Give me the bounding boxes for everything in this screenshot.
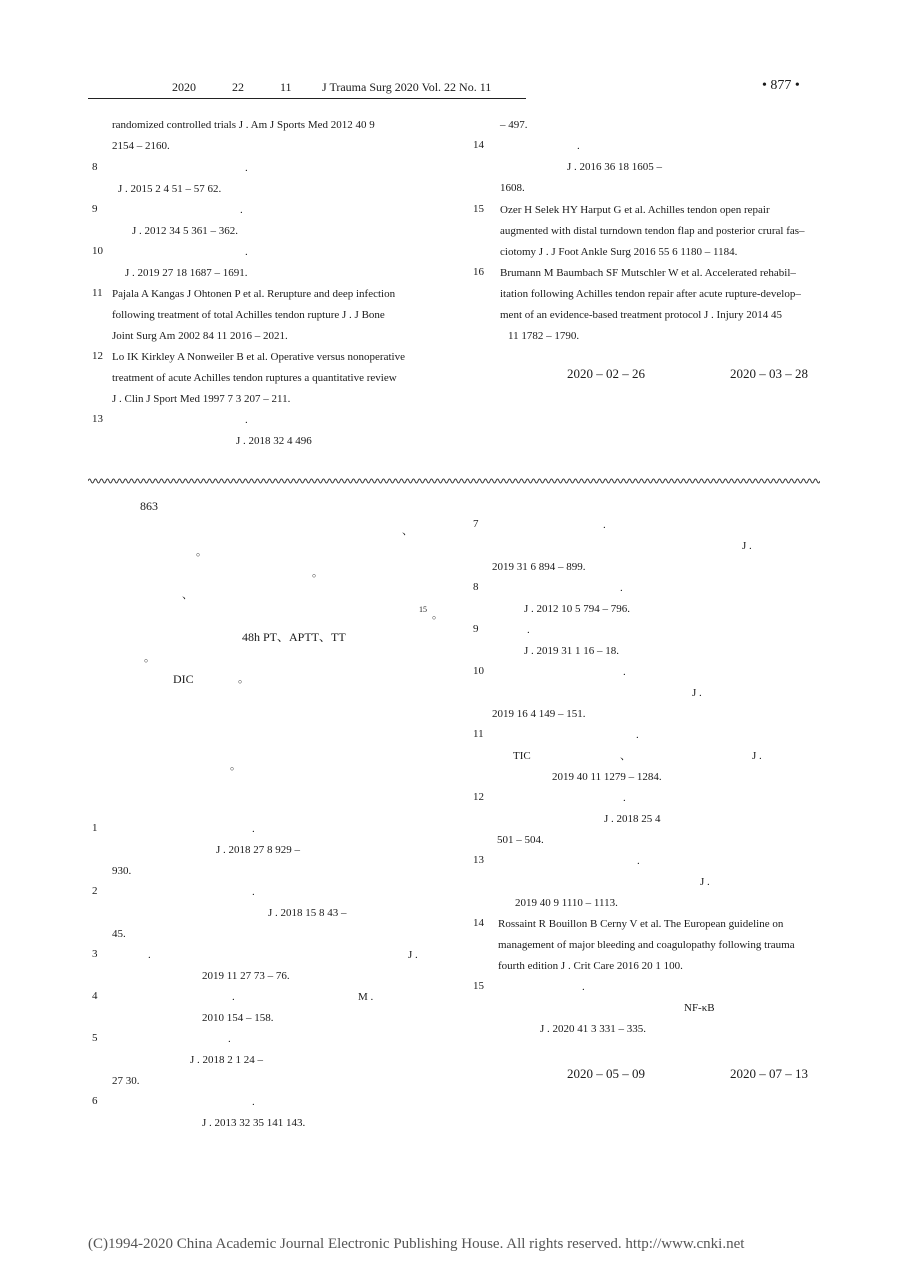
ref-line: randomized controlled trials J . Am J Sports Med 2012 40 9 [112, 119, 375, 131]
ref-number: 1 [92, 822, 98, 834]
ref-line: Rossaint R Bouillon B Cerny V et al. The European guideline on [498, 918, 784, 930]
ref-number: 11 [92, 287, 103, 299]
ref-number: 12 [92, 350, 103, 362]
body-fragment: 。 [312, 567, 323, 579]
ref-line: J . 2018 27 8 929 – [216, 844, 301, 856]
ref-line: 2010 154 – 158. [202, 1012, 274, 1024]
header-journal: J Trauma Surg 2020 Vol. 22 No. 11 [322, 80, 492, 94]
ref-line: 2019 11 27 73 – 76. [202, 970, 290, 982]
ref-line: . [245, 414, 248, 426]
ref-line: 2019 16 4 149 – 151. [492, 708, 586, 720]
ref-line: . [148, 949, 151, 961]
ref-line: . [252, 823, 255, 835]
header-issue: 11 [280, 80, 292, 94]
ref-line: Joint Surg Am 2002 84 11 2016 – 2021. [112, 330, 288, 342]
ref-line: J . 2012 10 5 794 – 796. [524, 603, 631, 615]
received-date: 2020 – 02 – 26 [567, 366, 645, 381]
ref-line: TIC [513, 750, 531, 762]
ref-line: J . 2018 25 4 [604, 813, 661, 825]
ref-number: 10 [473, 665, 484, 677]
body-fragment: 、 [402, 525, 413, 537]
ref-line: Lo IK Kirkley A Nonweiler B et al. Operative versus nonoperative [112, 351, 405, 363]
revised-date: 2020 – 03 – 28 [730, 366, 808, 381]
ref-line: Ozer H Selek HY Harput G et al. Achilles tendon open repair [500, 204, 770, 216]
ref-line: . [620, 582, 623, 594]
ref-line: fourth edition J . Crit Care 2016 20 1 100. [498, 960, 683, 972]
ref-line: . [603, 519, 606, 531]
ref-number: 12 [473, 791, 484, 803]
ref-line: NF-κB [684, 1002, 715, 1014]
body-fragment: 。 [144, 652, 155, 664]
body-fragment: 。 [238, 673, 249, 685]
body-fragment: 48h PT、APTT、TT [242, 630, 346, 644]
header-year: 2020 [172, 80, 196, 94]
wavy-divider [88, 476, 820, 486]
ref-line: ment of an evidence-based treatment protocol J . Injury 2014 45 [500, 309, 782, 321]
ref-number: 8 [473, 581, 479, 593]
ref-line: 、 [620, 750, 631, 762]
header-rule [88, 98, 526, 99]
ref-line: – 497. [500, 119, 528, 131]
ref-line: . [637, 855, 640, 867]
ref-line: 930. [112, 865, 132, 877]
copyright-footer: (C)1994-2020 China Academic Journal Electronic Publishing House. All rights reserved. http://www.cnki.net [88, 1236, 745, 1252]
ref-line: . [623, 666, 626, 678]
ref-number: 13 [92, 413, 103, 425]
ref-line: . [245, 162, 248, 174]
ref-line: . [577, 140, 580, 152]
ref-number: 16 [473, 266, 484, 278]
ref-number: 6 [92, 1095, 98, 1107]
ref-number: 13 [473, 854, 484, 866]
ref-line: J . 2019 31 1 16 – 18. [524, 645, 620, 657]
ref-line: . [232, 991, 235, 1003]
page-number: • 877 • [762, 78, 800, 93]
body-fragment: 863 [140, 499, 158, 513]
ref-line: J . [408, 949, 418, 961]
ref-number: 15 [473, 980, 484, 992]
ref-number: 9 [92, 203, 98, 215]
ref-line: ciotomy J . J Foot Ankle Surg 2016 55 6 1180 – 1184. [500, 246, 738, 258]
ref-line: . [240, 204, 243, 216]
ref-line: M . [358, 991, 374, 1003]
ref-line: J . 2018 15 8 43 – [268, 907, 347, 919]
ref-line: J . 2015 2 4 51 – 57 62. [118, 183, 222, 195]
ref-number: 3 [92, 948, 98, 960]
ref-number: 4 [92, 990, 98, 1002]
ref-line: augmented with distal turndown tendon flap and posterior crural fas– [500, 225, 805, 237]
ref-line: . [582, 981, 585, 993]
ref-line: . [228, 1033, 231, 1045]
ref-line: J . [700, 876, 710, 888]
ref-line: management of major bleeding and coagulopathy following trauma [498, 939, 795, 951]
citation-superscript: 15 [419, 605, 427, 614]
ref-line: J . 2018 32 4 496 [236, 435, 312, 447]
ref-line: Pajala A Kangas J Ohtonen P et al. Rerupture and deep infection [112, 288, 396, 300]
ref-line: 501 – 504. [497, 834, 544, 846]
ref-line: . [252, 1096, 255, 1108]
ref-number: 5 [92, 1032, 98, 1044]
body-fragment: 。 [196, 546, 207, 558]
ref-number: 10 [92, 245, 103, 257]
body-fragment: 。 [432, 609, 443, 621]
revised-date: 2020 – 07 – 13 [730, 1066, 808, 1081]
ref-number: 14 [473, 917, 484, 929]
ref-number: 14 [473, 139, 484, 151]
ref-number: 9 [473, 623, 479, 635]
ref-line: 2019 40 9 1110 – 1113. [515, 897, 618, 909]
ref-line: J . 2016 36 18 1605 – [567, 161, 663, 173]
body-fragment: DIC [173, 672, 194, 686]
ref-line: 27 30. [112, 1075, 140, 1087]
ref-line: J . Clin J Sport Med 1997 7 3 207 – 211. [112, 393, 291, 405]
ref-line: . [527, 624, 530, 636]
ref-number: 11 [473, 728, 484, 740]
ref-line: J . 2012 34 5 361 – 362. [132, 225, 239, 237]
ref-line: . [245, 246, 248, 258]
ref-number: 8 [92, 161, 98, 173]
ref-number: 2 [92, 885, 98, 897]
body-fragment: 、 [182, 589, 193, 601]
ref-line: 45. [112, 928, 126, 940]
ref-line: J . [692, 687, 702, 699]
ref-line: itation following Achilles tendon repair after acute rupture-develop– [500, 288, 801, 300]
header-volume: 22 [232, 80, 244, 94]
ref-line: J . 2018 2 1 24 – [190, 1054, 264, 1066]
ref-line: 2154 – 2160. [112, 140, 170, 152]
ref-line: J . [742, 540, 752, 552]
ref-line: 1608. [500, 182, 525, 194]
ref-line: 2019 31 6 894 – 899. [492, 561, 586, 573]
ref-line: J . 2020 41 3 331 – 335. [540, 1023, 647, 1035]
ref-line: 11 1782 – 1790. [508, 330, 580, 342]
ref-line: 2019 40 11 1279 – 1284. [552, 771, 662, 783]
ref-line: . [636, 729, 639, 741]
ref-line: J . 2013 32 35 141 143. [202, 1117, 306, 1129]
ref-line: J . [752, 750, 762, 762]
ref-number: 7 [473, 518, 479, 530]
ref-line: Brumann M Baumbach SF Mutschler W et al. Accelerated rehabil– [500, 267, 796, 279]
ref-line: following treatment of total Achilles tendon rupture J . J Bone [112, 309, 385, 321]
body-fragment: 。 [230, 760, 241, 772]
ref-line: J . 2019 27 18 1687 – 1691. [125, 267, 248, 279]
ref-line: . [623, 792, 626, 804]
received-date: 2020 – 05 – 09 [567, 1066, 645, 1081]
ref-line: . [252, 886, 255, 898]
ref-line: treatment of acute Achilles tendon ruptures a quantitative review [112, 372, 397, 384]
ref-number: 15 [473, 203, 484, 215]
